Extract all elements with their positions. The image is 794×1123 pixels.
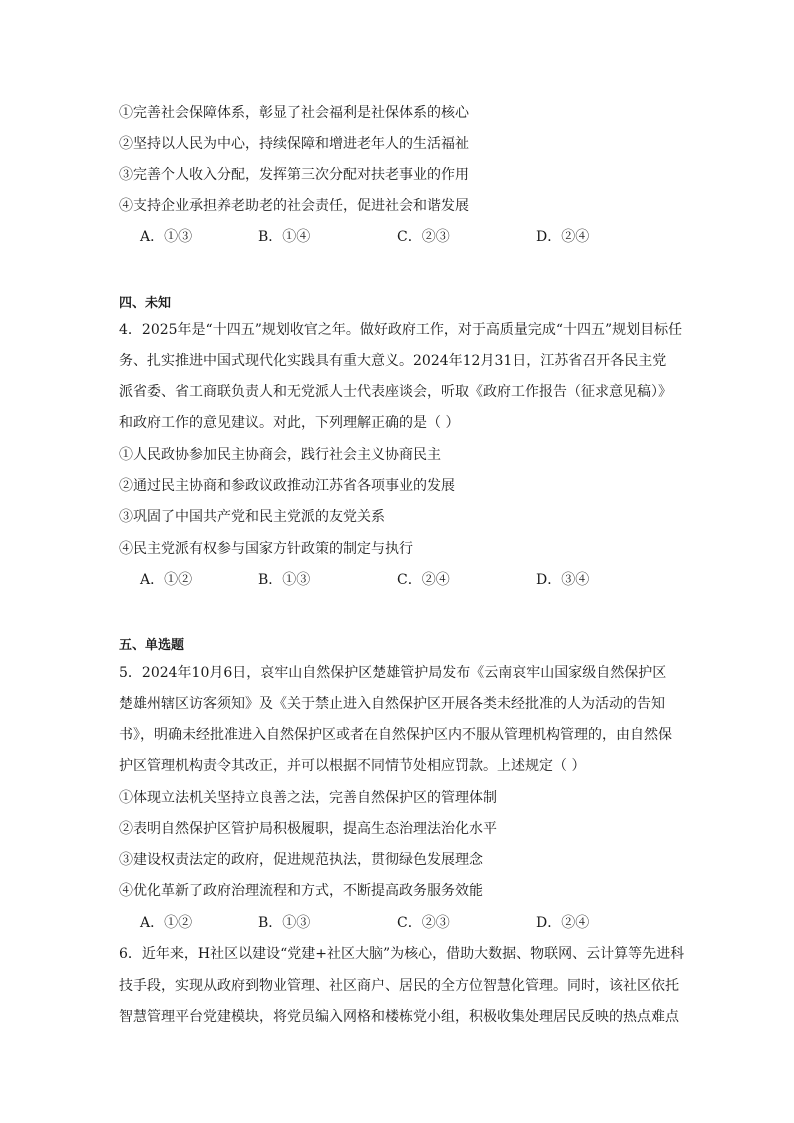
q6-stem-line-2: 技手段，实现从政府到物业管理、社区商户、居民的全方位智慧化管理。同时，该社区依托	[119, 978, 679, 994]
q3-choice-c: C．②③	[397, 229, 450, 245]
q5-stem-line-2: 楚雄州辖区访客须知》及《关于禁止进入自然保护区开展各类未经批准的人为活动的告知	[119, 696, 665, 712]
q3-choice-a: A．①③	[140, 229, 193, 245]
q5-stem-line-4: 护区管理机构责令其改正，并可以根据不同情节处相应罚款。上述规定（ ）	[119, 758, 586, 774]
q5-choice-c: C．②③	[397, 915, 450, 931]
q4-choice-d: D．③④	[536, 572, 590, 588]
q3-choice-d: D．②④	[536, 229, 590, 245]
q5-choice-b: B．①③	[258, 915, 311, 931]
section-5-title: 五、单选题	[119, 638, 185, 653]
section-4-title: 四、未知	[119, 296, 172, 311]
q5-option-3: ③建设权责法定的政府，促进规范执法，贯彻绿色发展理念	[119, 852, 483, 868]
q4-option-4: ④民主党派有权参与国家方针政策的制定与执行	[119, 541, 413, 557]
q3-option-3: ③完善个人收入分配，发挥第三次分配对扶老事业的作用	[119, 167, 469, 183]
q4-choice-c: C．②④	[397, 572, 450, 588]
q3-option-2: ②坚持以人民为中心，持续保障和增进老年人的生活福祉	[119, 136, 469, 152]
q4-stem-line-4: 和政府工作的意见建议。对此，下列理解正确的是（ ）	[119, 415, 460, 431]
q4-option-2: ②通过民主协商和参政议政推动江苏省各项事业的发展	[119, 478, 455, 494]
q5-option-4: ④优化革新了政府治理流程和方式，不断提高政务服务效能	[119, 883, 483, 899]
q4-option-3: ③巩固了中国共产党和民主党派的友党关系	[119, 509, 385, 525]
q5-choice-d: D．②④	[536, 915, 590, 931]
q4-stem-line-1: 4．2025年是“十四五”规划收官之年。做好政府工作，对于高质量完成“十四五”规划目标任	[119, 322, 683, 338]
q4-choice-a: A．①②	[140, 572, 193, 588]
q3-option-4: ④支持企业承担养老助老的社会责任，促进社会和谐发展	[119, 198, 469, 214]
q5-choice-a: A．①②	[140, 915, 193, 931]
q3-option-1: ①完善社会保障体系，彰显了社会福利是社保体系的核心	[119, 105, 469, 121]
q5-stem-line-1: 5．2024年10月6日，哀牢山自然保护区楚雄管护局发布《云南哀牢山国家级自然保护区	[119, 665, 667, 681]
q4-stem-line-3: 派省委、省工商联负责人和无党派人士代表座谈会，听取《政府工作报告（征求意见稿）》	[119, 384, 672, 400]
q5-stem-line-3: 书》，明确未经批准进入自然保护区或者在自然保护区内不服从管理机构管理的，由自然保	[119, 727, 672, 743]
q6-stem-line-1: 6．近年来，H社区以建设“党建+社区大脑”为核心，借助大数据、物联网、云计算等先进科	[119, 946, 685, 962]
q5-option-1: ①体现立法机关坚持立良善之法，完善自然保护区的管理体制	[119, 790, 497, 806]
q6-stem-line-3: 智慧管理平台党建模块，将党员编入网格和楼栋党小组，积极收集处理居民反映的热点难点	[119, 1009, 679, 1025]
q3-choice-b: B．①④	[258, 229, 311, 245]
q5-option-2: ②表明自然保护区管护局积极履职，提高生态治理法治化水平	[119, 821, 497, 837]
q4-choice-b: B．①③	[258, 572, 311, 588]
q4-option-1: ①人民政协参加民主协商会，践行社会主义协商民主	[119, 447, 441, 463]
q4-stem-line-2: 务、扎实推进中国式现代化实践具有重大意义。2024年12月31日，江苏省召开各民主党	[119, 353, 667, 369]
